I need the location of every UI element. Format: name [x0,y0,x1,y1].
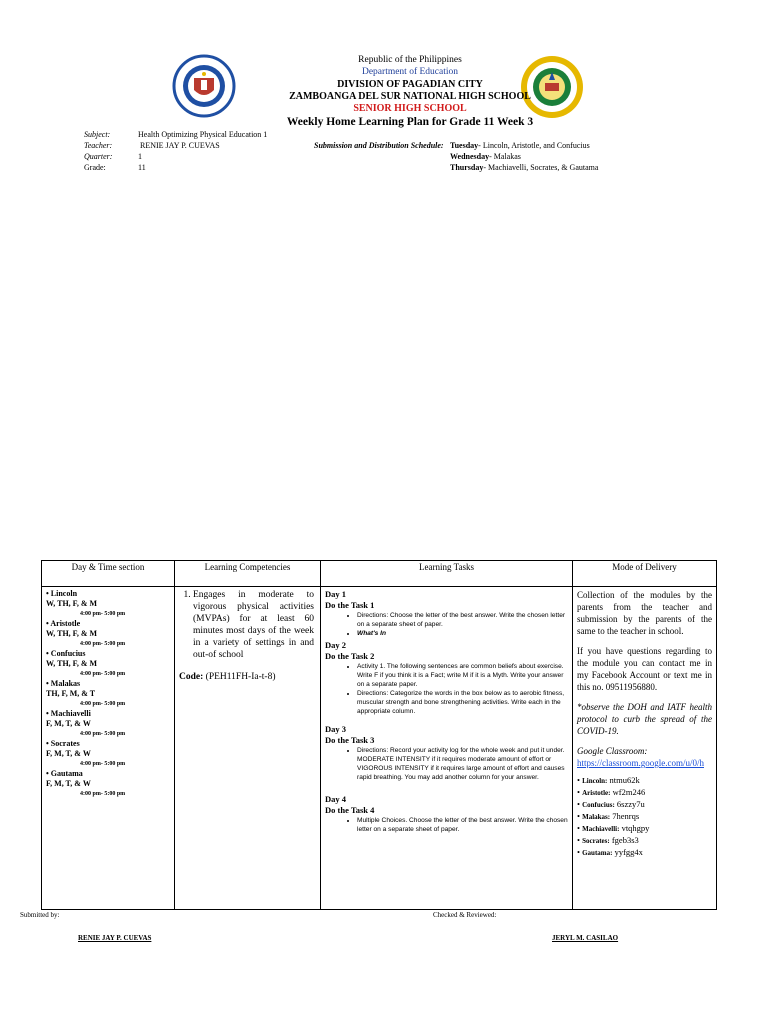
task-bullet: • Directions: Record your activity log for the whole week and put it under. MODERATE INTENSITY if it requires moderate amount of effort or VIGOROUS INTENSITY if it requires large amount of effort and causes rapid breathing. You may add another column for your answer. [357,746,568,782]
task-bullet: • Activity 1. The following sentences are common beliefs about exercise. Write F if you think it is a Fact; write M if it is a Myth. Write your answer on a separate paper. [357,662,568,689]
schedule-label: Submission and Distribution Schedule: [314,141,444,150]
competency-code: Code: (PEH11FH-Ia-t-8) [179,672,276,682]
sections-cell [42,587,175,910]
republic-text: Republic of the Philippines [358,55,462,65]
teacher-value: RENIE JAY P. CUEVAS [140,141,220,150]
class-code-list [577,775,712,859]
class-code-item: • Machiavelli: vtqhgpy [577,823,650,833]
section-list [42,587,174,799]
subject-value: Health Optimizing Physical Education 1 [138,130,268,139]
day-block: Day 1 Do the Task 1 • Directions: Choose the letter of the best answer. Write the chosen letter on a separate sheet of paper. • What's In [325,589,568,638]
quarter-label: Quarter: [84,152,113,161]
header-mode: Mode of Delivery [573,561,717,587]
google-classroom-link[interactable]: https://classroom.google.com/u/0/h [577,758,704,768]
mode-cell [573,587,717,910]
checked-by-label: Checked & Reviewed: [433,911,497,919]
section-item: • Machiavelli F, M, T, & W 4:00 pm- 5:00 pm [46,709,126,737]
header-day-time: Day & Time section [42,561,175,587]
day-block: Day 4 Do the Task 4 • Multiple Choices. Choose the letter of the best answer. Write the chosen letter on a separate sheet of paper. [325,794,568,834]
day-block: Day 2 Do the Task 2 • Activity 1. The following sentences are common beliefs about exercise. Write F if you think it is a Fact; write M if it is a Myth. Write your answer on a separate paper. • Directions: Categorize the words in the box below as to aerobic fitness, muscular strength and bone strengthening activities. Write each in the appropriate column. [325,640,568,716]
checked-by-name: JERYL M. CASILAO [552,934,619,942]
table-body-row [42,587,717,910]
mode-protocol-note: *observe the DOH and IATF health protocol to curb the spread of the COVID-19. [577,702,712,736]
task-bullet: • Multiple Choices. Choose the letter of the best answer. Write the chosen letter on a separate sheet of paper. [357,816,568,834]
table-header-row [42,561,717,587]
task-bullet: • Directions: Categorize the words in the box below as to aerobic fitness, muscular strength and bone strengthening activities. Write each in the appropriate column. [357,689,568,716]
schedule-tuesday: Tuesday- Lincoln, Aristotle, and Confucius [450,141,590,150]
class-code-item: • Gautama: yyfgg4x [577,847,643,857]
department-text: Department of Education [361,67,459,77]
google-classroom-label: Google Classroom: [577,746,648,756]
class-code-item: • Socrates: fgeb3s3 [577,835,639,845]
class-code-item: • Confucius: 6szzy7u [577,799,645,809]
section-item: • Confucius W, TH, F, & M 4:00 pm- 5:00 pm [46,649,126,677]
section-item: • Lincoln W, TH, F, & M 4:00 pm- 5:00 pm [46,589,126,617]
section-item: • Gautama F, M, T, & W 4:00 pm- 5:00 pm [46,769,126,797]
mode-contact-text: If you have questions regarding to the module you can contact me in my Facebook Account or text me in this no. 09511956880. [577,646,712,692]
section-item: • Aristotle W, TH, F, & M 4:00 pm- 5:00 pm [46,619,126,647]
shs-text: SENIOR HIGH SCHOOL [353,103,467,114]
section-item: • Socrates F, M, T, & W 4:00 pm- 5:00 pm [46,739,126,767]
school-name: ZAMBOANGA DEL SUR NATIONAL HIGH SCHOOL [289,91,531,102]
mode-collection-text: Collection of the modules by the parents from the teacher and submission by the parents of the same to the teacher in school. [577,590,712,636]
tasks-cell [321,587,573,910]
deped-seal-logo [172,54,236,118]
grade-value: 11 [138,163,146,172]
quarter-value: 1 [138,152,142,161]
header-competencies: Learning Competencies [175,561,321,587]
competencies-cell [175,587,321,910]
schedule-thursday: Thursday- Machiavelli, Socrates, & Gautama [450,163,599,172]
class-code-item: • Malakas: 7henrqs [577,811,640,821]
class-code-item: • Lincoln: ntmu62k [577,775,640,785]
grade-label: Grade: [84,163,106,172]
task-bullet: • What's In [357,629,568,638]
division-text: DIVISION OF PAGADIAN CITY [337,79,483,90]
header-tasks: Learning Tasks [321,561,573,587]
learning-plan-table [41,560,717,910]
teacher-label: Teacher: [84,141,113,150]
class-code-item: • Aristotle: wf2m246 [577,787,646,797]
submitted-by-name: RENIE JAY P. CUEVAS [78,934,152,942]
day-block: Day 3 Do the Task 3 • Directions: Record your activity log for the whole week and put it under. MODERATE INTENSITY if it requires moderate amount of effort or VIGOROUS INTENSITY if it requires large amount of effort and causes rapid breathing. You may add another column for your answer. [325,724,568,782]
plan-title: Weekly Home Learning Plan for Grade 11 Week 3 [286,116,534,128]
competency-text: 1. Engages in moderate to vigorous physical activities (MVPAs) for at least 60 minutes most days of the week in a variety of settings in and out-of school [193,589,314,661]
subject-label: Subject: [84,130,111,139]
task-bullet: • Directions: Choose the letter of the best answer. Write the chosen letter on a separate sheet of paper. [357,611,568,629]
submitted-by-label: Submitted by: [20,911,60,919]
section-item: • Malakas TH, F, M, & T 4:00 pm- 5:00 pm [46,679,126,707]
schedule-wednesday: Wednesday- Malakas [450,152,521,161]
